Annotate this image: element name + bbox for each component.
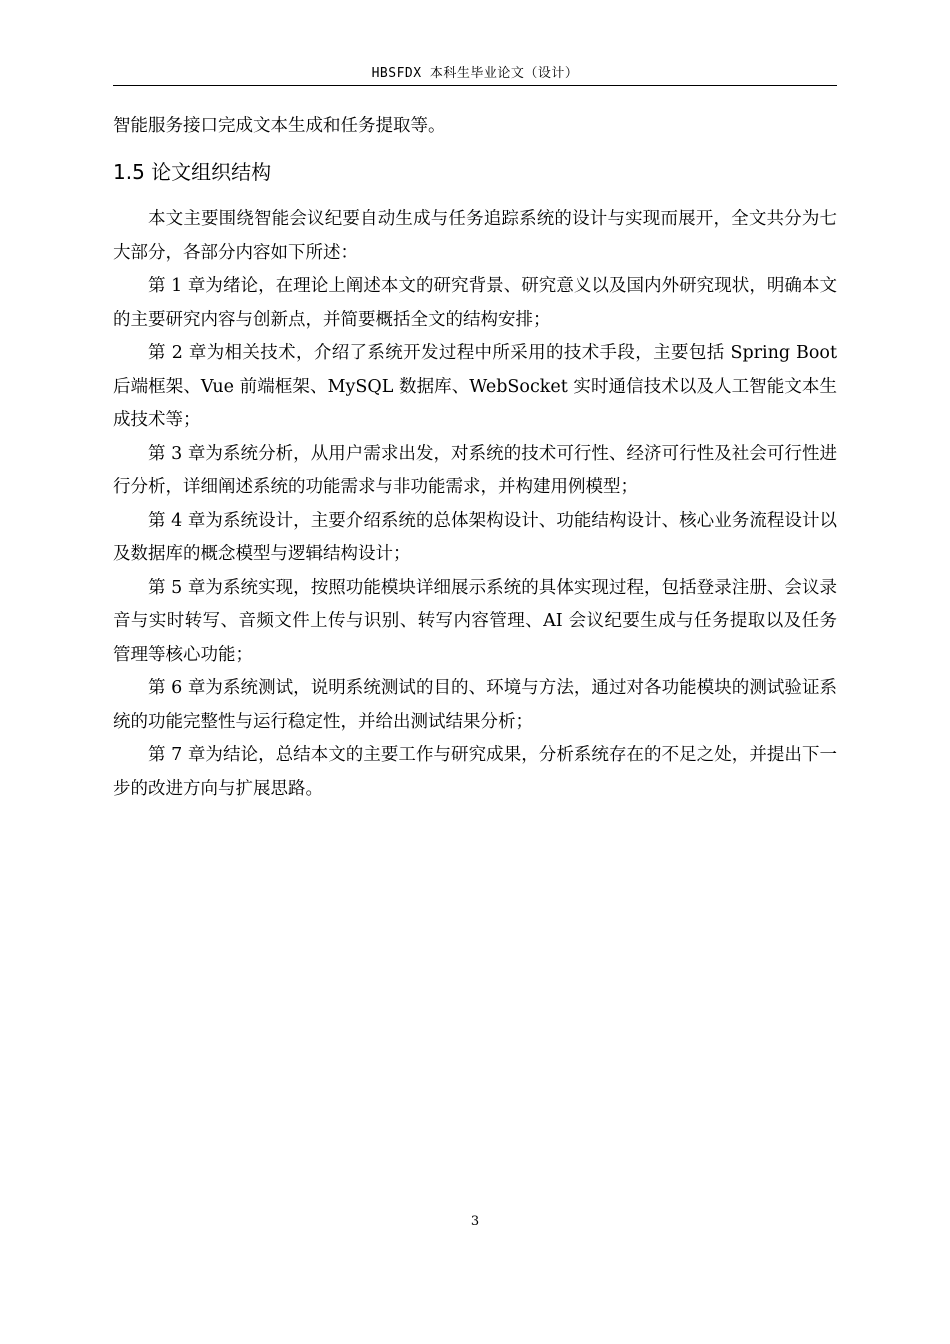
paragraph-chapter-3: 第 3 章为系统分析，从用户需求出发，对系统的技术可行性、经济可行性及社会可行性进行分析，详细阐述系统的功能需求与非功能需求，并构建用例模型； xyxy=(113,443,837,497)
paragraph-chapter-4: 第 4 章为系统设计，主要介绍系统的总体架构设计、功能结构设计、核心业务流程设计以及数据库的概念模型与逻辑结构设计； xyxy=(113,510,837,564)
page-number: 3 xyxy=(470,1214,480,1229)
paragraph-chapter-1: 第 1 章为绪论，在理论上阐述本文的研究背景、研究意义以及国内外研究现状，明确本文的主要研究内容与创新点，并简要概括全文的结构安排； xyxy=(113,276,837,330)
header-rule xyxy=(113,85,837,86)
paragraph-chapter-2: 第 2 章为相关技术，介绍了系统开发过程中所采用的技术手段，主要包括 Spring Boot 后端框架、Vue 前端框架、MySQL 数据库、WebSocket 实时通信技术以及人工智能文本生成技术等； xyxy=(113,343,837,430)
section-heading: 1.5 论文组织结构 xyxy=(113,160,272,184)
section-body xyxy=(113,203,837,806)
paragraph-intro: 本文主要围绕智能会议纪要自动生成与任务追踪系统的设计与实现而展开，全文共分为七大部分，各部分内容如下所述： xyxy=(113,209,837,263)
continuation-paragraph: 智能服务接口完成文本生成和任务提取等。 xyxy=(113,116,446,136)
running-header: HBSFDX 本科生毕业论文（设计） xyxy=(371,66,579,81)
paragraph-chapter-6: 第 6 章为系统测试，说明系统测试的目的、环境与方法，通过对各功能模块的测试验证系统的功能完整性与运行稳定性，并给出测试结果分析； xyxy=(113,678,837,732)
paragraph-chapter-7: 第 7 章为结论，总结本文的主要工作与研究成果，分析系统存在的不足之处，并提出下一步的改进方向与扩展思路。 xyxy=(113,745,837,799)
paragraph-chapter-5: 第 5 章为系统实现，按照功能模块详细展示系统的具体实现过程，包括登录注册、会议录音与实时转写、音频文件上传与识别、转写内容管理、AI 会议纪要生成与任务提取以及任务管理等核心功能； xyxy=(113,577,837,665)
